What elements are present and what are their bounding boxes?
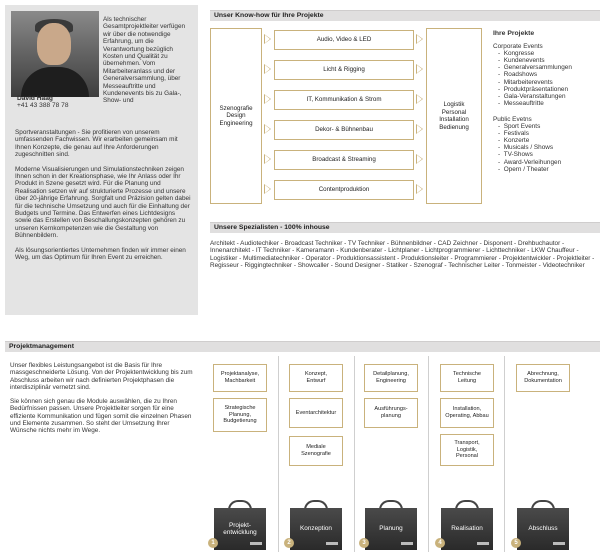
- arrow-icon: [264, 124, 271, 134]
- projects-list-item: - Kundenevents: [498, 57, 545, 65]
- diagram-item: IT, Kommunikation & Strom: [274, 90, 414, 110]
- profile-panel: [5, 5, 198, 315]
- phase-number: 4: [435, 538, 445, 548]
- diagram-item: Dekor- & Bühnenbau: [274, 120, 414, 140]
- projects-list-item: - Kongresse: [498, 50, 535, 58]
- column-divider: [428, 356, 429, 552]
- arrow-icon: [264, 64, 271, 74]
- projects-list-item: - Opern / Theater: [498, 165, 549, 173]
- knowhow-header: Unser Know-how für Ihre Projekte: [210, 10, 600, 21]
- projects-list: [493, 30, 600, 173]
- profile-paragraph: Als lösungsorientiertes Unternehmen finden wir immer einen Weg, um das Optimum für Ihren Event zu erreichen.: [15, 246, 186, 262]
- arrow-icon: [264, 34, 271, 44]
- pm-module: Detailplanung, Engineering: [364, 364, 418, 392]
- diagram-right-line: Personal: [441, 108, 467, 116]
- projects-list-item: - Messeauftritte: [498, 99, 544, 107]
- column-divider: [354, 356, 355, 552]
- projects-category: Corporate Events: [493, 43, 543, 51]
- arrow-icon: [416, 94, 423, 104]
- specialists-text: Architekt - Audiotechiker - Broadcast Techniker - TV Techniker - Bühnenbildner - CAD Zeichner - Disponent - Drehbuchautor - Innenarchitekt - IT Techniker - Kameramann - Kundenberater - Lichtplaner - Lichtprogrammierer - Lichttechniker - LKW Chauffeur - Logistiker - Multimediatechniker - Operator - Produktionsassistent - Produktionsleiter - Programmierer - Projektentwickler - Projektleiter - Regisseur - Riggingtechniker - Showcaller - Sound Designer - Statiker - Szenograf - Technischer Leiter - Tonmeister - Videotechniker: [210, 240, 595, 269]
- arrow-icon: [264, 94, 271, 104]
- projects-list-item: - TV-Shows: [498, 151, 533, 159]
- contact-name: David Haag: [17, 95, 53, 102]
- diagram-right-line: Logistik: [443, 101, 465, 108]
- diagram-left-line: Szenografie: [219, 104, 253, 112]
- arrow-icon: [264, 154, 271, 164]
- arrow-icon: [416, 124, 423, 134]
- pm-module: Transport, Logistik, Personal: [440, 434, 494, 466]
- pm-module: Strategische Planung, Budgetierung: [213, 398, 267, 432]
- arrow-icon: [416, 34, 423, 44]
- diagram-right-line: Bedienung: [439, 123, 469, 131]
- phase-bag: [363, 500, 419, 550]
- diagram-item: Contentproduktion: [274, 180, 414, 200]
- phase-bag: [439, 500, 495, 550]
- diagram-left-box: [210, 28, 262, 204]
- projects-list-item: - Gala-Veranstaltungen: [498, 92, 566, 100]
- contact-phone: +41 43 388 78 78: [17, 102, 69, 110]
- pm-text: [10, 362, 195, 442]
- pm-paragraph: Unser flexibles Leistungsangebot ist die Basis für Ihre massgeschneiderte Lösung. Von der Projektentwicklung bis zum Abschluss arbeiten wir nach definierten Projektphasen die interdisziplinär vernetzt sind.: [10, 362, 193, 391]
- phase-bag: [288, 500, 344, 550]
- knowhow-diagram: [210, 28, 482, 206]
- projects-list-item: - Generalversammlungen: [498, 64, 572, 72]
- arrow-icon: [264, 184, 271, 194]
- pm-module: Abrechnung, Dokumentation: [516, 364, 570, 392]
- profile-photo: [11, 11, 99, 97]
- phase-number: 5: [511, 538, 521, 548]
- arrow-icon: [416, 64, 423, 74]
- profile-paragraph: Sportveranstaltungen - Sie profitieren von unserem umfassenden Fachwissen. Wir erarbeiten gemeinsam mit Ihnen Konzepte, die genau auf Ihre Anforderungen zugeschnitten sind.: [15, 129, 178, 159]
- pm-module: Konzept, Entwurf: [289, 364, 343, 392]
- phase-number: 3: [359, 538, 369, 548]
- profile-paragraph: Moderne Visualisierungen und Simulationstechniken zeigen Ihnen schon in der Kreationsphase, wie Ihr Anlass oder Ihr Produkt in Szene gesetzt wird. Für die Planung und Realisation setzen wir auf strukturierte Prozesse und unsere über 20-jährige Erfahrung. Sorgfalt und Präzision gelten dabei für die technische Umsetzung und auch für die Einhaltung der Budgets und Termine. Das Entwerfen eines Lichtdesigns sowie das Erstellen von Beschallungskonzepten gehören zu unseren Kernkompetenzen wie die Gestaltung von Bühnenbildern.: [15, 165, 191, 240]
- projects-category: Public Evetns: [493, 115, 532, 123]
- pm-header: Projektmanagement: [5, 341, 600, 352]
- phase-bag: [212, 500, 268, 550]
- column-divider: [504, 356, 505, 552]
- projects-list-item: - Roadshows: [498, 71, 538, 79]
- diagram-item: Broadcast & Streaming: [274, 150, 414, 170]
- pm-module: Projektanalyse, Machbarkeit: [213, 364, 267, 392]
- diagram-left-line: Engineering: [219, 119, 253, 127]
- pm-module: Installation, Operating, Abbau: [440, 398, 494, 428]
- projects-list-item: - Festivals: [498, 130, 529, 138]
- pm-module: Mediale Szenografie: [289, 436, 343, 466]
- phase-bag: [515, 500, 571, 550]
- pm-paragraph: Sie können sich genau die Module auswählen, die zu Ihren Bedürfnissen passen. Unsere Projektleiter sorgen für eine effiziente Kommunikation und fügen somit die einzelnen Phasen und Elemente zusammen. So steht der Umsetzung Ihrer Wünsche nichts mehr im Wege.: [10, 398, 192, 435]
- projects-title: Ihre Projekte: [493, 30, 535, 37]
- phase-label: Konzeption: [290, 508, 342, 550]
- phase-number: 1: [208, 538, 218, 548]
- projects-list-item: - Produktpräsentationen: [498, 85, 568, 93]
- arrow-icon: [416, 154, 423, 164]
- pm-module: Ausführungs- planung: [364, 398, 418, 428]
- projects-list-item: - Musicals / Shows: [498, 144, 554, 152]
- contact-person: [17, 95, 69, 110]
- projects-list-item: - Sport Events: [498, 123, 541, 131]
- pm-module: Eventarchitektur: [289, 398, 343, 428]
- diagram-right-line: Installation: [439, 116, 469, 123]
- profile-text: [15, 129, 193, 269]
- profile-intro: Als technischer Gesamtprojektleiter verfügen wir über die notwendige Erfahrung, um die Verantwortung bezüglich Kosten und Qualität zu übernehmen. Vom Mitarbeiteranlass und der Generalversammlung, über Messeauftritte und Kundenevents bis zu Gala-, Show- und: [103, 16, 186, 105]
- specialists-header: Unsere Spezialisten - 100% inhouse: [210, 222, 600, 233]
- phase-label: Planung: [365, 508, 417, 550]
- projects-list-item: - Mitarbeiterevents: [498, 78, 553, 86]
- diagram-right-box: [426, 28, 482, 204]
- projects-list-item: - Konzerte: [498, 137, 530, 145]
- diagram-item: Licht & Rigging: [274, 60, 414, 80]
- phase-label: Abschluss: [517, 508, 569, 550]
- phase-label: Realisation: [441, 508, 493, 550]
- projects-list-item: - Award-Verleihungen: [498, 158, 562, 166]
- phase-number: 2: [284, 538, 294, 548]
- phase-label: Projekt- entwicklung: [214, 508, 266, 550]
- pm-module: Technische Leitung: [440, 364, 494, 392]
- column-divider: [278, 356, 279, 552]
- arrow-icon: [416, 184, 423, 194]
- diagram-left-line: Design: [226, 112, 246, 120]
- diagram-item: Audio, Video & LED: [274, 30, 414, 50]
